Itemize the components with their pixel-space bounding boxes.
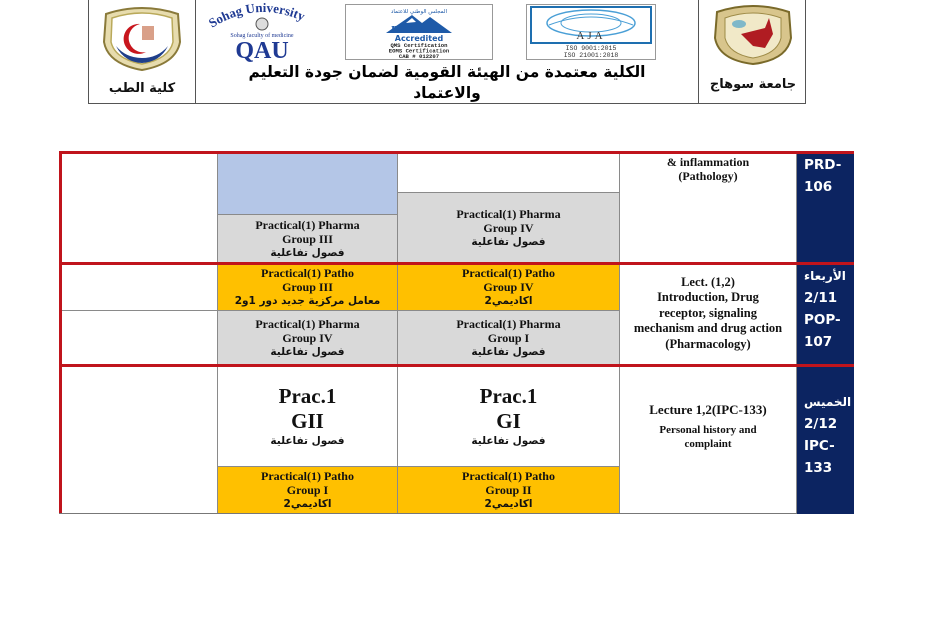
bottom-border [59,513,797,514]
day-cell [797,365,854,514]
session-title: Prac.1 [278,383,337,408]
day-date: 2/11 [804,290,838,306]
session-group: Group IV [282,330,333,345]
session-cell [398,311,620,365]
egac-main-text: EGAC [391,24,447,36]
session-title: Practical(1) Patho [261,469,354,483]
session-title: Prac.1 [479,383,538,408]
day-cell [797,152,854,263]
qau-main-text: QAU [235,38,289,62]
session-place: فصول تفاعلية [471,235,546,248]
session-cell [398,263,620,311]
egac-line3: CAB # 012207 [398,53,440,59]
empty-slot-cell [218,152,398,215]
egac-accredited: Accredited [394,34,444,43]
session-place: اكاديمي2 [484,498,533,510]
session-group: Group IV [483,220,534,235]
lecture-line: Personal history and [659,424,757,436]
empty-cell [59,263,218,311]
day-name: الأربعاء [804,269,846,283]
session-cell [398,365,620,467]
session-place: معامل مركزية جديد دور 1و2 [234,294,381,307]
session-title: Practical(1) Patho [462,265,555,280]
session-place: فصول تفاعلية [471,345,546,358]
session-title: Practical(1) Patho [462,469,555,483]
aja-logo [526,4,656,60]
row-border [59,364,854,367]
session-title: Practical(1) Patho [261,265,354,280]
course-code: POP- [804,312,841,328]
empty-cell [59,311,218,365]
session-title: Practical(1) Pharma [255,217,360,232]
course-code: 107 [804,334,833,350]
session-cell [398,467,620,514]
accreditation-title-line1: الكلية معتمدة من الهيئة القومية لضمان جودة التعليم [248,63,646,81]
left-border [59,152,62,514]
session-cell [218,365,398,467]
accreditation-title-line2: والاعتماد [413,84,481,102]
qau-arc-text: Sohag University [205,2,308,31]
lecture-cell [620,263,797,365]
session-cell [218,215,398,263]
course-code: 133 [804,460,833,476]
session-group: GII [291,408,324,433]
faculty-logo-block [96,6,188,102]
header-divider [698,0,699,104]
aja-main-text: AJA [576,30,606,42]
lecture-line: receptor, signaling [659,305,757,320]
row-border [59,262,854,265]
lecture-line: & inflammation [666,155,750,169]
session-group: Group IV [483,279,534,294]
session-place: اكاديمي2 [484,294,533,307]
lecture-cell [620,365,797,514]
session-place: فصول تفاعلية [270,246,345,259]
qau-sub-text: Sohag faculty of medicine [230,33,294,39]
sohag-university-logo [705,4,801,66]
faculty-caption: كلية الطب [108,81,176,96]
session-cell [218,263,398,311]
session-place: فصول تفاعلية [270,434,345,447]
day-name: الخميس [804,395,852,409]
lecture-line: Introduction, Drug [657,290,759,305]
course-code: 106 [804,179,833,195]
lecture-line: mechanism and drug action [633,321,783,336]
session-title: Practical(1) Pharma [456,206,561,221]
egac-top-text: المجلس الوطني للاعتماد [390,9,448,15]
accreditation-title [196,62,698,104]
empty-cell [59,152,218,263]
egac-line2: EOMS Certification [388,47,450,55]
university-logo-block [705,4,801,100]
day-cell [797,263,854,365]
schedule-table [59,152,854,515]
session-title: Practical(1) Pharma [255,316,360,331]
egac-line1: QMS Certification [390,42,448,49]
session-cell [218,467,398,514]
lecture-cell [620,152,797,263]
lecture-line: Lect. (1,2) [681,274,735,289]
lecture-line: (Pharmacology) [665,336,751,351]
empty-cell [59,365,218,514]
session-group: Group I [286,483,329,497]
aja-line2: ISO 21001:2018 [563,52,619,59]
session-title: Practical(1) Pharma [456,316,561,331]
lecture-line: (Pathology) [678,169,738,183]
lecture-line: complaint [684,438,732,450]
session-group: Group I [487,330,530,345]
session-group: GI [496,408,521,433]
session-group: Group III [282,231,333,246]
session-place: فصول تفاعلية [270,345,345,358]
row-border [59,151,854,154]
empty-slot-cell [398,152,620,193]
session-cell [398,193,620,263]
session-cell [218,311,398,365]
course-code: PRD- [804,157,842,173]
session-group: Group II [485,483,532,497]
session-place: فصول تفاعلية [471,434,546,447]
session-place: اكاديمي2 [283,498,332,510]
session-group: Group III [282,279,333,294]
egac-logo [345,4,493,60]
qau-logo [204,2,322,62]
aja-line1: ISO 9001:2015 [565,45,617,52]
course-code: IPC- [804,438,835,454]
faculty-of-medicine-logo [96,6,188,72]
day-date: 2/12 [804,416,838,432]
university-caption: جامعة سوهاج [709,77,797,92]
lecture-title: Lecture 1,2(IPC-133) [649,402,767,417]
